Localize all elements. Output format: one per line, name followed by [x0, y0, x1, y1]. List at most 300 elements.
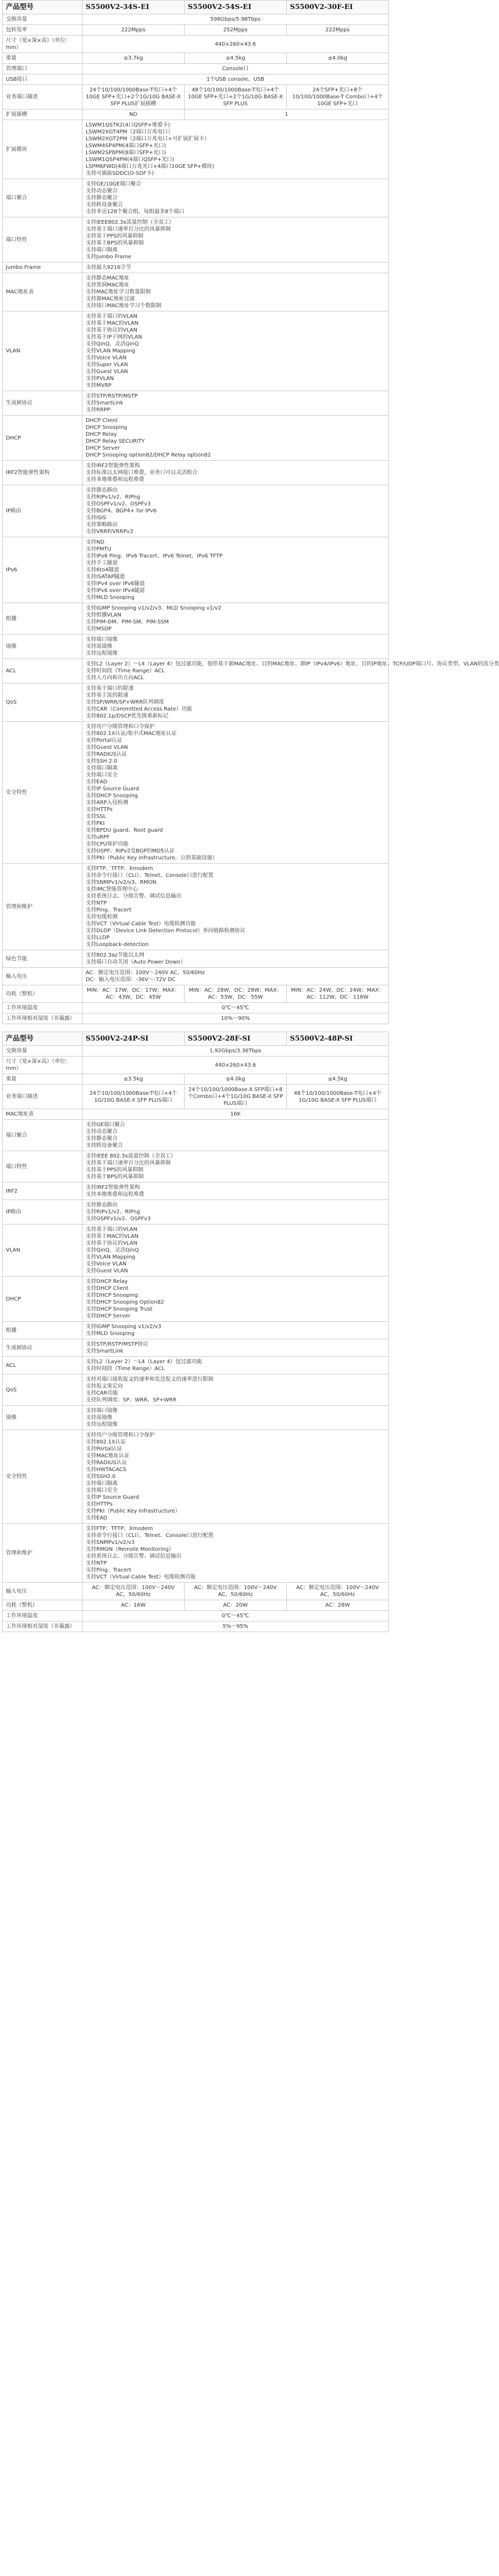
- table-row: [3, 1013, 389, 1024]
- row-label: 尺寸（宽×深×高）（单位：mm）: [3, 36, 82, 53]
- spec-value: 24个10/100/1000Base-X SFP端口+8个Combo口+4个1G/10G BASE-X SFP PLUS端口: [185, 1085, 287, 1109]
- table-row: [3, 461, 389, 485]
- spec-line: 支持Voice VLAN: [86, 1261, 127, 1267]
- table-row: [3, 36, 389, 53]
- spec-line: 支持基于MAC的VLAN: [86, 1234, 139, 1239]
- spec-line: 支持BPDU guard、Root guard: [86, 827, 163, 833]
- table-row: [3, 1085, 389, 1109]
- spec-list: [82, 179, 389, 217]
- row-label: 交换容量: [3, 14, 82, 25]
- spec-line: 支持时间段（Time Range）ACL: [86, 1366, 165, 1372]
- spec-line: 支持IEEE802.3x流量控制（全双工）: [86, 219, 174, 225]
- row-label: 重量: [3, 1074, 82, 1085]
- spec-line: 支持SSL: [86, 814, 106, 820]
- row-label: 管理和维护: [3, 864, 82, 950]
- table-row: [3, 1357, 389, 1374]
- spec-line: 支持EAD: [86, 1515, 107, 1521]
- spec-list: [82, 537, 389, 603]
- spec-line: 支持Guest VLAN: [86, 369, 128, 375]
- row-label: 安全特性: [3, 1430, 82, 1524]
- spec-line: 支持6to4隧道: [86, 567, 119, 573]
- spec-line: 支持GE端口聚合: [86, 1122, 126, 1128]
- spec-line: 支持基于端口的限速: [86, 686, 134, 691]
- spec-line: 支持SSH2.0: [86, 1474, 116, 1480]
- spec-line: 支持静态聚合: [86, 195, 118, 201]
- spec-line: 支持端口镜像: [86, 1408, 118, 1414]
- spec-line: 支持基于MAC的VLAN: [86, 320, 139, 326]
- row-label: 组播: [3, 1322, 82, 1339]
- spec-line: 支持端口自动关闭（Auto Power Down）: [86, 959, 186, 965]
- spec-value: ≤4.5kg: [287, 1074, 389, 1085]
- table-row: [3, 985, 389, 1003]
- spec-value: 1个USB console、USB: [82, 74, 389, 85]
- spec-line: 支持NTP: [86, 900, 107, 906]
- spec-list: [82, 1524, 389, 1583]
- spec-line: 支持QinQ，灵活QinQ: [86, 341, 139, 347]
- spec-line: 支持命令行接口（CLI）、Telnet、Console口进行配置: [86, 1533, 213, 1539]
- table-row: [3, 1374, 389, 1406]
- spec-line: 支持最大9216字节: [86, 265, 131, 271]
- spec-value: MIN：AC：24W，DC：24W；MAX：AC：112W，DC：118W: [287, 985, 389, 1003]
- spec-line: 支持VCT（Virtual Cable Test）电缆检测功能: [86, 1574, 196, 1580]
- spec-line: LSWM1QSTK2(4口QSFP+堆叠卡): [86, 122, 170, 128]
- spec-line: 支持静态MAC地址: [86, 275, 130, 281]
- spec-line: 支持DLDP（Device Link Detection Protocol）单向链路检测协议: [86, 928, 246, 934]
- header-cell: 产品型号: [3, 1, 82, 14]
- header-cell: S5500V2-24P-SI: [82, 1032, 185, 1046]
- header-cell: 产品型号: [3, 1032, 82, 1046]
- spec-line: DHCP Client: [86, 418, 118, 424]
- spec-line: 支持STP/RSTP/MSTP: [86, 393, 138, 399]
- spec-line: 支持端口隔离: [86, 247, 118, 253]
- table-row: [3, 1621, 389, 1632]
- table-row: [3, 1109, 389, 1120]
- spec-value: 1: [185, 109, 389, 120]
- spec-line: 支持FTP、TFTP、Xmodem: [86, 866, 153, 872]
- spec-value: 252Mpps: [185, 25, 287, 36]
- spec-line: 支持MSDP: [86, 626, 112, 632]
- spec-line: 支持远程镜像: [86, 651, 118, 656]
- spec-value: 0℃～45℃: [82, 1611, 389, 1621]
- spec-line: 支持HTTPs: [86, 807, 113, 813]
- table-header-row: [3, 1032, 389, 1046]
- spec-list: [82, 120, 389, 179]
- spec-line: 支持系统日志、分级告警、调试信息输出: [86, 1553, 181, 1559]
- row-label: MAC地址表: [3, 1109, 82, 1120]
- spec-line: 支持系统日志、分级告警、调试信息输出: [86, 893, 181, 899]
- row-label: IP路由: [3, 485, 82, 537]
- spec-line: 支持HTTPs: [86, 1501, 113, 1507]
- spec-line: 支持802.1p/DSCP优先级重新标记: [86, 713, 169, 719]
- spec-value: 222Mpps: [82, 25, 185, 36]
- spec-line: 支持源MAC地址过滤: [86, 296, 135, 302]
- spec-line: 支持端口隔离: [86, 1481, 118, 1487]
- spec-value: 10%～90%: [82, 1013, 389, 1024]
- row-label: QoS: [3, 1374, 82, 1406]
- spec-line: 支持LLDP: [86, 935, 110, 941]
- table-row: [3, 1151, 389, 1183]
- spec-value: ≤4.0kg: [287, 53, 389, 64]
- spec-line: 支持黑洞MAC地址: [86, 282, 130, 288]
- spec-line: 支持MAC地址学习数量限制: [86, 289, 151, 295]
- spec-line: 支持跨设备聚合: [86, 1143, 123, 1148]
- row-label: 绿色节能: [3, 950, 82, 968]
- table-row: [3, 120, 389, 179]
- spec-value: AC：额定电压范围：100V～240V AC，50/60Hz: [287, 1583, 389, 1600]
- spec-line: DHCP Relay: [86, 432, 117, 437]
- table-row: [3, 1339, 389, 1357]
- spec-line: 支持Ping、Tracert: [86, 1567, 131, 1573]
- header-cell: S5500V2-34S-EI: [82, 1, 185, 14]
- spec-line: DC：输入电压范围：-36V～-72V DC: [86, 977, 176, 983]
- spec-line: 支持流镜像: [86, 1415, 112, 1421]
- row-label: 业务端口描述: [3, 85, 82, 109]
- spec-line: 支持基于PPS的风暴抑制: [86, 1167, 144, 1173]
- row-label: 业务端口描述: [3, 1085, 82, 1109]
- spec-line: 支持PVLAN: [86, 376, 114, 382]
- spec-value: 48个10/100/1000Base-T电口+4个10GE SFP+光口+2个1G/10G BASE-X SFP PLUS: [185, 85, 287, 109]
- spec-list: [82, 391, 389, 416]
- spec-line: 支持RADIUS认证: [86, 1460, 127, 1466]
- spec-line: 支持IGMP Snooping v1/v2/v3、MLD Snooping v1/v2: [86, 605, 221, 611]
- spec-list: [82, 273, 389, 311]
- table-row: [3, 25, 389, 36]
- row-label: 交换容量: [3, 1046, 82, 1057]
- spec-line: DHCP Relay SECURITY: [86, 438, 145, 444]
- spec-list: [82, 1339, 389, 1357]
- header-cell: S5500V2-54S-EI: [185, 1, 287, 14]
- spec-line: 支持静态路由: [86, 487, 118, 493]
- table-row: [3, 1224, 389, 1277]
- spec-line: 支持SP/WRR/SP+WRR队列调度: [86, 699, 164, 705]
- spec-value: ≤3.5kg: [82, 1074, 185, 1085]
- table-row: [3, 179, 389, 217]
- spec-value: 5%～95%: [82, 1621, 389, 1632]
- spec-value: ≤3.7kg: [82, 53, 185, 64]
- spec-value: MIN：AC：17W，DC：17W；MAX：AC：43W，DC：45W: [82, 985, 185, 1003]
- spec-line: 支持SNMPv1/v2/v3: [86, 1540, 135, 1545]
- spec-line: DHCP Snooping: [86, 425, 128, 430]
- row-label: QoS: [3, 683, 82, 722]
- spec-line: 支持OSPFv1/v2、OSPFv3: [86, 501, 151, 507]
- table-row: [3, 217, 389, 263]
- table-row: [3, 416, 389, 461]
- spec-list: [82, 1357, 389, 1374]
- table-row: [3, 659, 389, 683]
- header-cell: S5500V2-30F-EI: [287, 1, 389, 14]
- spec-line: 支持IP Source Guard: [86, 786, 139, 792]
- spec-line: 支持用户分级管理和口令保护: [86, 724, 155, 730]
- spec-sheet: [2, 0, 499, 1632]
- table-row: [3, 683, 389, 722]
- spec-line: 支持基于协议的VLAN: [86, 1240, 137, 1246]
- spec-line: 支持DHCP Snooping Option82: [86, 1299, 164, 1305]
- row-label: 扩展插槽: [3, 109, 82, 120]
- spec-value: AC：20W: [185, 1600, 287, 1611]
- spec-list: [82, 968, 389, 985]
- spec-line: 支持电缆检测: [86, 914, 118, 920]
- table-row: [3, 1524, 389, 1583]
- spec-line: 支持OSPF、RIPv2及BGP的MD5认证: [86, 848, 175, 854]
- spec-line: 支持报文重定向: [86, 1383, 123, 1389]
- spec-line: 支持MLD Snooping: [86, 1331, 135, 1337]
- spec-list: [82, 416, 389, 461]
- spec-value: 24个10/100/1000Base-T电口+4个1G/10G BASE-X SFP PLUS端口: [82, 1085, 185, 1109]
- spec-line: 支持CAR功能: [86, 1390, 118, 1396]
- spec-line: 支持远程镜像: [86, 1422, 118, 1428]
- spec-value: MIN：AC：28W，DC：28W；MAX：AC：53W，DC：55W: [185, 985, 287, 1003]
- row-label: 端口聚合: [3, 179, 82, 217]
- table-row: [3, 603, 389, 635]
- spec-value: 598Gbps/5.98Tbps: [82, 14, 389, 25]
- spec-line: 支持IPv4 over IPv6隧道: [86, 581, 145, 587]
- spec-line: 支持本地堆叠和远程堆叠: [86, 1192, 144, 1197]
- table-row: [3, 485, 389, 537]
- spec-line: 支持VLAN Mapping: [86, 1254, 136, 1260]
- spec-line: 支持SSH 2.0: [86, 758, 118, 764]
- table-row: [3, 85, 389, 109]
- spec-value: AC：28W: [287, 1600, 389, 1611]
- table-row: [3, 968, 389, 985]
- spec-list: [82, 1322, 389, 1339]
- spec-line: 支持NTP: [86, 1560, 107, 1566]
- spec-line: 支持802.1X认证: [86, 1439, 126, 1445]
- spec-line: 支持IPv6 Ping、IPv6 Tracert、IPv6 Telnet、IPv6 TFTP: [86, 553, 223, 559]
- spec-line: 支持基于PPS的风暴抑制: [86, 233, 144, 239]
- spec-line: 支持基于端口的VLAN: [86, 314, 137, 319]
- spec-line: 支持DHCP Snooping Trust: [86, 1306, 153, 1312]
- row-label: VLAN: [3, 311, 82, 391]
- row-label: 镜像: [3, 1406, 82, 1430]
- row-label: IRF2: [3, 1183, 82, 1200]
- spec-line: 支持GE/10GE端口聚合: [86, 181, 142, 187]
- spec-line: 支持DHCP Client: [86, 1286, 129, 1291]
- spec-line: 支持端口安全: [86, 772, 118, 778]
- row-label: 安全特性: [3, 722, 82, 864]
- table-row: [3, 1200, 389, 1224]
- table-row: [3, 950, 389, 968]
- spec-list: [82, 864, 389, 950]
- row-label: DHCP: [3, 1277, 82, 1322]
- row-label: 重量: [3, 53, 82, 64]
- spec-line: 支持QinQ，灵活QinQ: [86, 1247, 139, 1253]
- table-row: [3, 864, 389, 950]
- spec-table-ei: [2, 0, 499, 1024]
- table-row: [3, 53, 389, 64]
- row-label: 工作环境温度: [3, 1611, 82, 1621]
- spec-line: 支持FTP、TFTP、Xmodem: [86, 1526, 153, 1532]
- spec-line: 支持流镜像: [86, 644, 112, 649]
- spec-list: [82, 659, 499, 683]
- spec-value: AC：额定电压范围：100V～240V AC，50/60Hz: [82, 1583, 185, 1600]
- spec-line: 支持本地堆叠和远程堆叠: [86, 477, 144, 483]
- table-row: [3, 722, 389, 864]
- spec-line: 支持入方向和出方向ACL: [86, 675, 144, 681]
- spec-line: 支持Ping、Tracert: [86, 907, 131, 913]
- spec-line: 支持MLD Snooping: [86, 595, 135, 601]
- spec-line: 支持Guest VLAN: [86, 1268, 128, 1274]
- table-row: [3, 1183, 389, 1200]
- spec-line: 支持PKI: [86, 821, 105, 826]
- row-label: 端口特性: [3, 217, 82, 263]
- table-row: [3, 1003, 389, 1013]
- spec-line: DHCP Snooping option82/DHCP Relay option82: [86, 452, 211, 458]
- spec-line: LSWM1QSP4PM(4端口QSFP+光口): [86, 157, 174, 163]
- spec-line: 支持动态聚合: [86, 188, 118, 194]
- spec-line: 支持PKI（Public Key Infrastructure，公钥基础设施）: [86, 855, 218, 861]
- spec-list: [82, 1374, 389, 1406]
- spec-list: [82, 461, 389, 485]
- spec-list: [82, 1183, 389, 1200]
- table-header-row: [3, 1, 389, 14]
- spec-line: 支持手工隧道: [86, 560, 118, 566]
- spec-value: ≤4.5kg: [185, 53, 287, 64]
- spec-line: 支持L2（Layer 2）～L4（Layer 4）包过滤功能: [86, 1359, 202, 1365]
- spec-line: 支持STP/RSTP/MSTP协议: [86, 1341, 148, 1347]
- spec-line: 支持Super VLAN: [86, 362, 128, 368]
- table-row: [3, 1120, 389, 1151]
- spec-list: [82, 311, 389, 391]
- row-label: 尺寸（宽×深×高）（单位：mm）: [3, 1057, 82, 1074]
- spec-line: 支持PIM-DM、PIM-SM、PIM-SSM: [86, 619, 169, 625]
- spec-line: 支持RRPP: [86, 407, 110, 413]
- row-label: ACL: [3, 1357, 82, 1374]
- table-row: [3, 1057, 389, 1074]
- spec-value: 24个SFP+光口+8个10/100/1000Base-T Combo口+4个10GE SFP+光口: [287, 85, 389, 109]
- spec-line: 支持时间段（Time Range）ACL: [86, 668, 165, 674]
- spec-line: 支持PKI（Public Key Infrastructure）: [86, 1508, 181, 1514]
- spec-line: 支持EAD: [86, 779, 107, 785]
- row-label: 功耗（整机）: [3, 985, 82, 1003]
- spec-line: LSWM2XGT4PM（2端口万兆电口）: [86, 129, 173, 135]
- spec-line: 支持Loopback-detection: [86, 942, 149, 948]
- header-cell: S5500V2-48P-SI: [287, 1032, 389, 1046]
- spec-line: 支持IRF2智能弹性架构: [86, 463, 140, 469]
- spec-line: LSWM4SP4PM(4端口SFP+光口): [86, 143, 166, 149]
- spec-line: 支持Portal认证: [86, 1446, 122, 1452]
- row-label: 工作环境相对湿度（非凝露）: [3, 1013, 82, 1024]
- table-row: [3, 74, 389, 85]
- spec-line: 支持端口安全: [86, 1488, 118, 1493]
- spec-line: 支持CPU保护功能: [86, 841, 129, 847]
- spec-line: 支持ISIS: [86, 515, 106, 521]
- table-row: [3, 1583, 389, 1600]
- row-label: MAC地址表: [3, 273, 82, 311]
- spec-line: 支持iMC智能管理中心: [86, 886, 138, 892]
- row-label: 镜像: [3, 635, 82, 659]
- spec-value: AC：16W: [82, 1600, 185, 1611]
- row-label: 管理端口: [3, 64, 82, 74]
- table-row: [3, 1074, 389, 1085]
- spec-line: 支持策略路由: [86, 522, 118, 528]
- table-row: [3, 391, 389, 416]
- row-label: Jumbo Frame: [3, 263, 82, 273]
- spec-line: 支持802.3az节能以太网: [86, 952, 145, 958]
- table-row: [3, 1322, 389, 1339]
- spec-line: 支持RMON（Remote Monitoring）: [86, 1547, 174, 1552]
- row-label: 生成树协议: [3, 391, 82, 416]
- spec-line: 支持VLAN Mapping: [86, 348, 136, 354]
- spec-line: 支持基于流的限速: [86, 692, 128, 698]
- table-row: [3, 635, 389, 659]
- spec-line: 支持SmartLink: [86, 1348, 123, 1354]
- spec-value: 16K: [82, 1109, 389, 1120]
- spec-line: 支持HWTACACS: [86, 1467, 127, 1473]
- spec-line: 支持CAR（Committed Access Rate）功能: [86, 706, 192, 712]
- spec-line: 支持静态路由: [86, 1202, 118, 1208]
- row-label: DHCP: [3, 416, 82, 461]
- spec-line: LSWM2XGT2PM（2端口万兆电口+可扩展扩展卡）: [86, 136, 210, 142]
- spec-line: LSPM6FWD(4端口万兆光口+4端口10GE SFP+模块): [86, 164, 214, 170]
- spec-line: 支持多达128个聚合组，每组最多8个端口: [86, 209, 185, 215]
- spec-line: 支持基于端口的VLAN: [86, 1227, 137, 1232]
- spec-list: [82, 1277, 389, 1322]
- spec-line: 支持对端口接收报文的速率和发送报文的速率进行限制: [86, 1376, 213, 1382]
- spec-line: 支持PMTU: [86, 546, 112, 552]
- spec-line: 支持端口隔离: [86, 765, 118, 771]
- row-label: USB接口: [3, 74, 82, 85]
- spec-line: 支持基于协议的VLAN: [86, 327, 137, 333]
- spec-list: [82, 1200, 389, 1224]
- row-label: 组播: [3, 603, 82, 635]
- row-label: 输入电压: [3, 1583, 82, 1600]
- spec-list: [82, 950, 389, 968]
- row-label: 扩展模块: [3, 120, 82, 179]
- spec-line: AC：额定电压范围：100V～240V AC，50/60Hz: [86, 970, 205, 976]
- table-row: [3, 537, 389, 603]
- spec-line: 支持802.1X认证/集中式MAC地址认证: [86, 731, 177, 737]
- spec-value: 440×260×43.6: [82, 1057, 389, 1074]
- spec-list: [82, 603, 389, 635]
- spec-value: 222Mpps: [287, 25, 389, 36]
- spec-line: 支持IRF2智能弹性架构: [86, 1185, 140, 1190]
- header-cell: S5500V2-28F-SI: [185, 1032, 287, 1046]
- table-row: [3, 263, 389, 273]
- table-row: [3, 1406, 389, 1430]
- spec-table-si: [2, 1032, 389, 1632]
- spec-list: [82, 485, 389, 537]
- spec-value: 24个10/100/1000Base-T电口+4个10GE SFP+光口+2个1G/10G BASE-X SFP PLUS扩展插槽: [82, 85, 185, 109]
- spec-line: 支持用户分级管理和口令保护: [86, 1432, 155, 1438]
- spec-value: NO: [82, 109, 185, 120]
- spec-list: [82, 1406, 389, 1430]
- table-row: [3, 311, 389, 391]
- spec-line: 支持RIPv1/v2、RIPng: [86, 494, 140, 500]
- spec-line: 支持命令行接口（CLI）、Telnet、Console口进行配置: [86, 873, 213, 879]
- table-row: [3, 1611, 389, 1621]
- spec-line: 支持接口MAC地址学习个数限制: [86, 303, 162, 309]
- spec-line: 支持动态聚合: [86, 1129, 118, 1135]
- table-row: [3, 1430, 389, 1524]
- spec-line: 支持端口镜像: [86, 637, 118, 643]
- spec-line: 支持基于端口速率百分比的风暴抑制: [86, 1160, 171, 1166]
- row-label: 端口特性: [3, 1151, 82, 1183]
- spec-line: 支持IPv6 over IPv4隧道: [86, 588, 145, 594]
- spec-line: 支持DHCP Snooping: [86, 793, 138, 799]
- spec-value: 1.92Gbps/3.36Tbps: [82, 1046, 389, 1057]
- spec-line: 支持MVRP: [86, 383, 112, 388]
- spec-line: 支持RIPv1/v2、RIPng: [86, 1209, 140, 1215]
- spec-line: 支持Jumbo Frame: [86, 254, 131, 260]
- table-row: [3, 1600, 389, 1611]
- spec-line: 支持L2（Layer 2）～L4（Layer 4）包过滤功能，提供基于源MAC地址、目的MAC地址、源IP（IPv4/IPv6）地址、目的IP地址、TCP/UDP端口号、协议类型、VLAN的流分类: [86, 661, 499, 667]
- spec-value: 0℃～45℃: [82, 1003, 389, 1013]
- spec-line: 支持静态聚合: [86, 1136, 118, 1142]
- row-label: 输入电压: [3, 968, 82, 985]
- spec-line: 支持OSPFv1/v2、OSPFv3: [86, 1216, 151, 1222]
- spec-list: [82, 263, 389, 273]
- spec-line: 支持队列调度：SP、WRR、SP+WRR: [86, 1397, 177, 1403]
